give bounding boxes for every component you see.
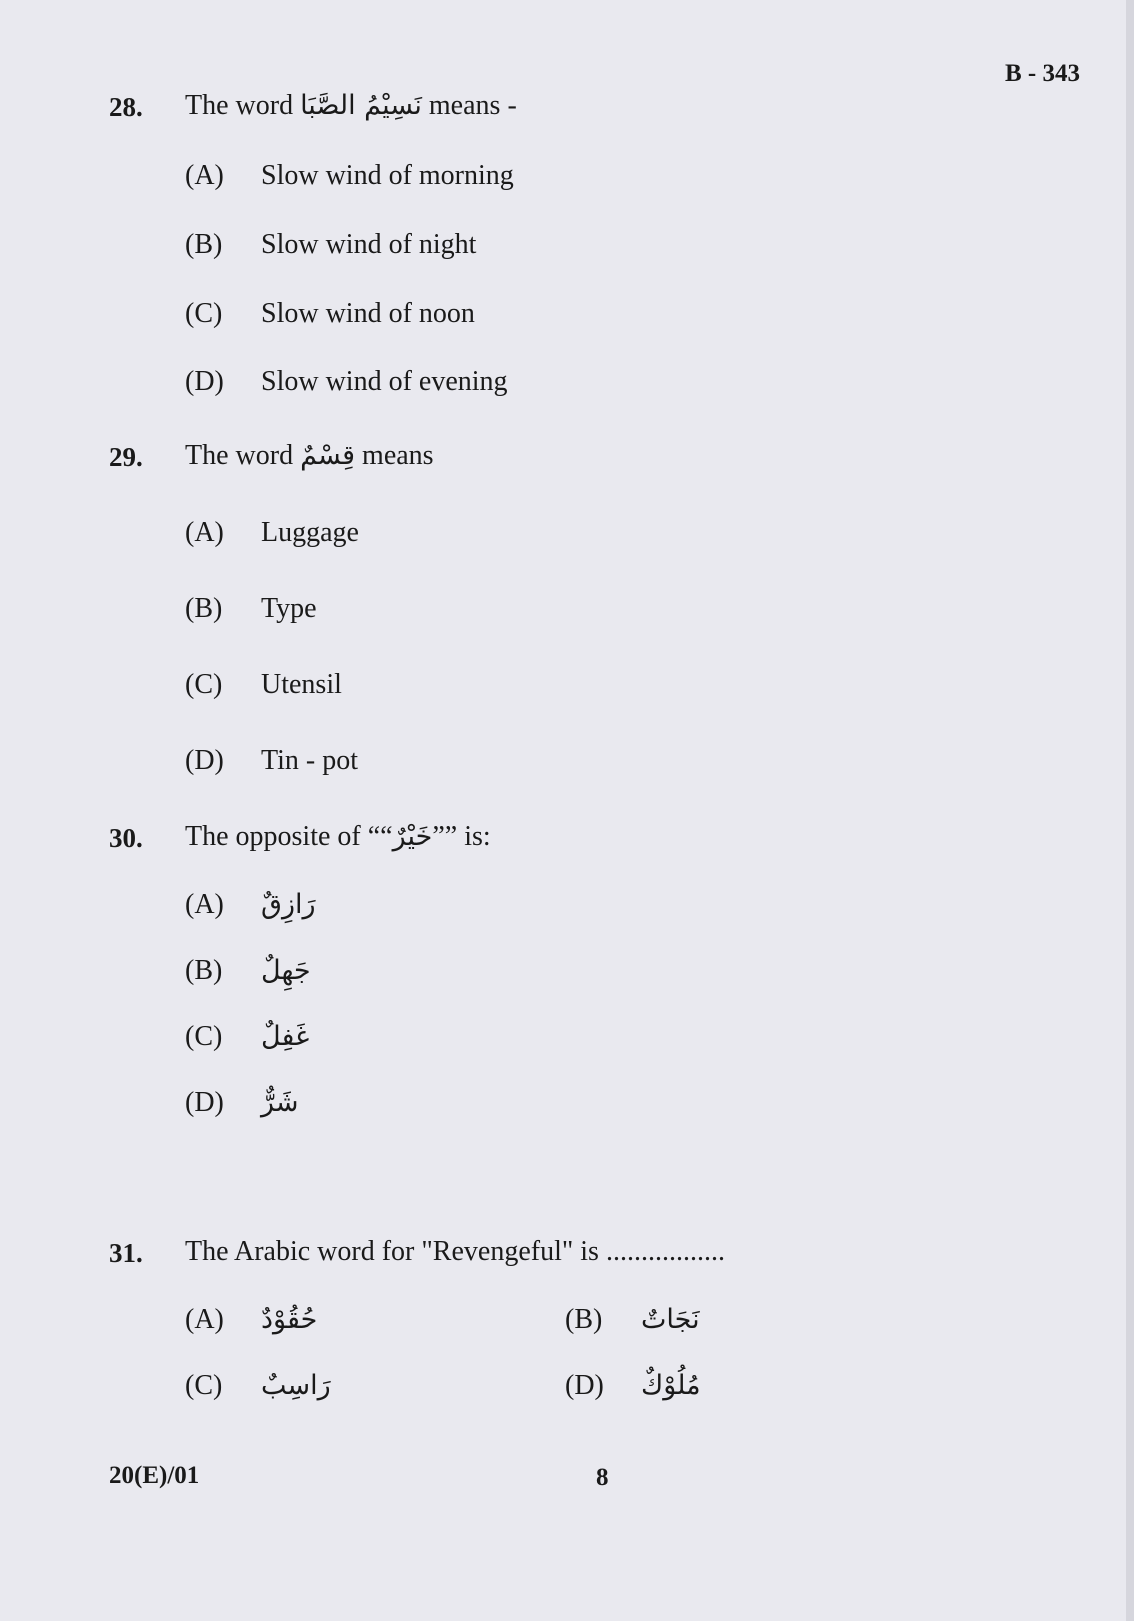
- question-number: 30.: [109, 823, 143, 853]
- option-label: (A): [185, 889, 224, 920]
- question-text: [185, 440, 434, 472]
- footer-code: 20(E)/01: [109, 1462, 200, 1489]
- option-text: شَرٌّ: [261, 1087, 299, 1118]
- arabic-term: قِسْمٌ: [300, 440, 356, 471]
- option-a: [185, 160, 514, 192]
- option-b: [185, 593, 317, 625]
- option-text: Luggage: [261, 517, 359, 548]
- question-text-after: ”” is:: [432, 821, 491, 852]
- option-label: (B): [565, 1304, 603, 1335]
- question-text-before: The opposite of ““: [185, 821, 393, 852]
- question-text: [185, 821, 491, 853]
- option-d: [185, 366, 508, 398]
- option-text: نَجَاتٌ: [641, 1304, 700, 1335]
- option-label: (D): [565, 1370, 604, 1401]
- question-number: 31.: [109, 1238, 143, 1268]
- option-label: (B): [185, 229, 223, 260]
- option-label: (A): [185, 1304, 224, 1335]
- option-text: رَازِقٌ: [261, 889, 316, 920]
- option-a: [185, 889, 316, 921]
- option-label: (C): [185, 1021, 223, 1052]
- option-label: (D): [185, 745, 224, 776]
- option-text: Slow wind of evening: [261, 366, 508, 397]
- option-label: (A): [185, 517, 224, 548]
- option-c: [185, 298, 475, 330]
- option-a: [185, 517, 359, 549]
- option-b: [185, 229, 476, 261]
- option-label: (D): [185, 366, 224, 397]
- option-label: (A): [185, 160, 224, 191]
- question-text-after: means -: [428, 90, 517, 121]
- option-text: Slow wind of night: [261, 229, 477, 260]
- option-text: مُلُوْكٌ: [641, 1370, 701, 1401]
- question-text: [185, 90, 517, 122]
- option-text: Utensil: [261, 669, 342, 700]
- option-d: [565, 1370, 701, 1402]
- option-d: [185, 1087, 299, 1119]
- option-label: (C): [185, 669, 223, 700]
- question-text: The Arabic word for "Revengeful" is .................: [185, 1236, 725, 1267]
- paper-code: B - 343: [1005, 60, 1080, 87]
- option-text: Type: [261, 593, 317, 624]
- question-number: 28.: [109, 92, 143, 122]
- arabic-term: نَسِيْمُ الصَّبَا: [300, 90, 422, 121]
- option-label: (D): [185, 1087, 224, 1118]
- option-c: [185, 1370, 331, 1402]
- option-text: Slow wind of morning: [261, 160, 514, 191]
- question-text-before: The word: [185, 90, 294, 121]
- option-label: (C): [185, 1370, 223, 1401]
- option-c: [185, 669, 342, 701]
- option-text: رَاسِبٌ: [261, 1370, 331, 1401]
- page-edge-shadow: [1126, 0, 1134, 1621]
- question-text-after: means: [362, 440, 434, 471]
- question-text-before: The word: [185, 440, 294, 471]
- option-c: [185, 1021, 309, 1053]
- page-number: 8: [596, 1464, 609, 1491]
- option-b: [185, 955, 311, 987]
- option-text: Slow wind of noon: [261, 298, 475, 329]
- option-b: [565, 1304, 700, 1336]
- option-a: [185, 1304, 317, 1336]
- option-text: جَهِلٌ: [261, 955, 311, 986]
- option-d: [185, 745, 358, 777]
- option-label: (B): [185, 955, 223, 986]
- option-text: Tin - pot: [261, 745, 359, 776]
- option-text: حُقُوْدٌ: [261, 1304, 318, 1335]
- option-label: (C): [185, 298, 223, 329]
- arabic-term: خَيْرٌ: [392, 821, 433, 852]
- option-label: (B): [185, 593, 223, 624]
- option-text: غَفِلٌ: [261, 1021, 310, 1052]
- question-number: 29.: [109, 442, 143, 472]
